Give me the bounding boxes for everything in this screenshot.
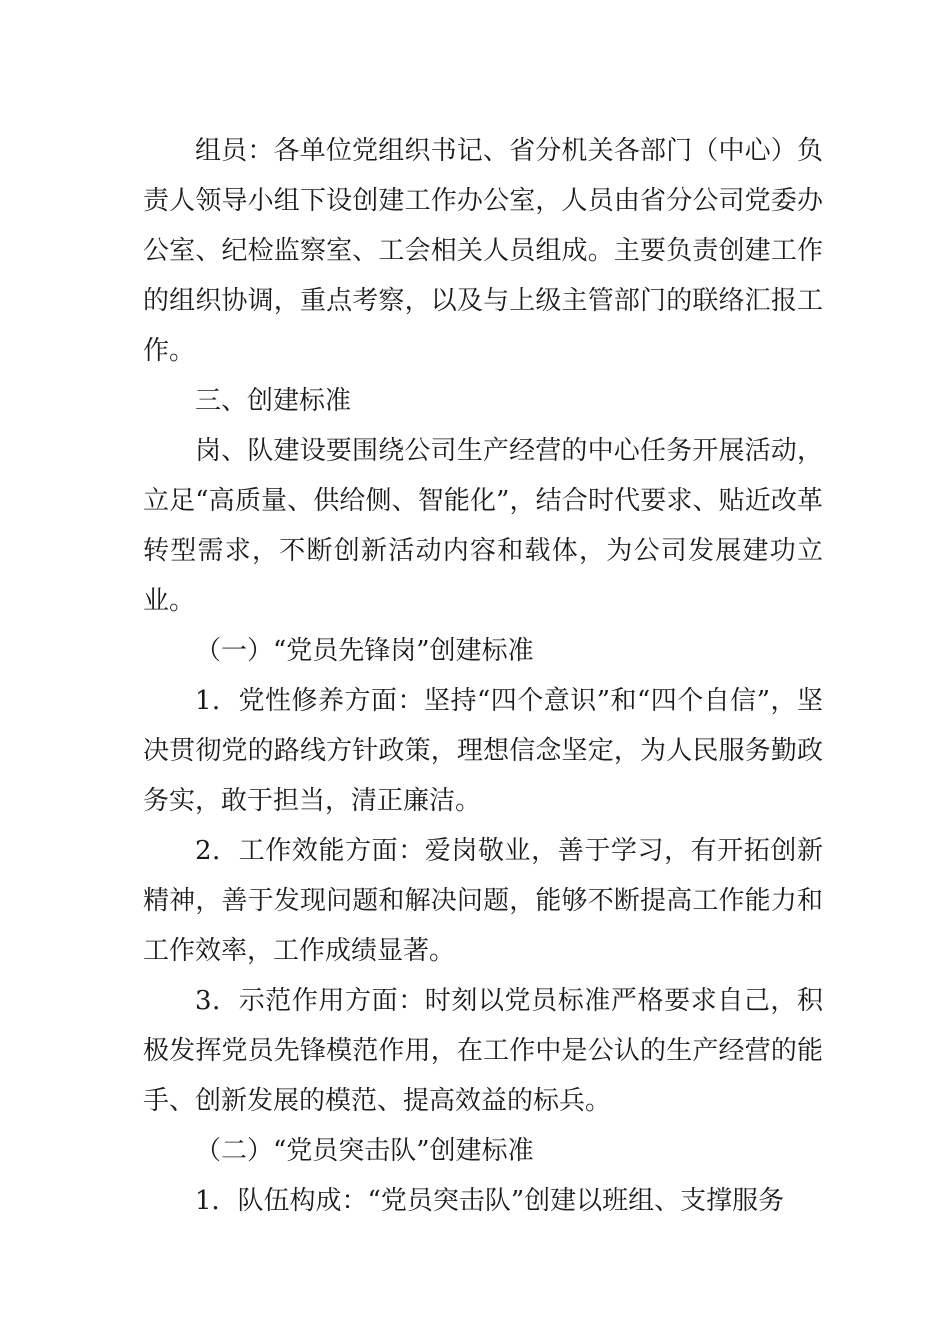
list-item-team-composition: 1．队伍构成：“党员突击队”创建以班组、支撑服务 [195, 1186, 785, 1216]
list-item-exemplary-role: 3．示范作用方面：时刻以党员标准严格要求自己，积极发挥党员先锋模范作用，在工作中是公认的生产经营的能手、创新发展的模范、提高效益的标兵。 [143, 986, 823, 1116]
list-item-party-spirit: 1．党性修养方面：坚持“四个意识”和“四个自信”，坚决贯彻党的路线方针政策，理想信念坚定，为人民服务勤政务实，敢于担当，清正廉洁。 [143, 686, 823, 816]
list-item-work-efficiency: 2．工作效能方面：爱岗敬业，善于学习，有开拓创新精神，善于发现问题和解决问题，能够不断提高工作能力和工作效率，工作成绩显著。 [143, 836, 823, 966]
section-heading-standards: 三、创建标准 [195, 386, 352, 416]
subsection-heading-vanguard-post: （一）“党员先锋岗”创建标准 [195, 636, 534, 666]
paragraph-standards-intro: 岗、队建设要围绕公司生产经营的中心任务开展活动，立足“高质量、供给侧、智能化”，结合时代要求、贴近改革转型需求，不断创新活动内容和载体，为公司发展建功立业。 [143, 436, 823, 616]
subsection-heading-commando-team: （二）“党员突击队”创建标准 [195, 1136, 534, 1166]
document-body [143, 126, 823, 1226]
paragraph-members: 组员：各单位党组织书记、省分机关各部门（中心）负责人领导小组下设创建工作办公室，人员由省分公司党委办公室、纪检监察室、工会相关人员组成。主要负责创建工作的组织协调，重点考察，以及与上级主管部门的联络汇报工作。 [143, 136, 823, 366]
